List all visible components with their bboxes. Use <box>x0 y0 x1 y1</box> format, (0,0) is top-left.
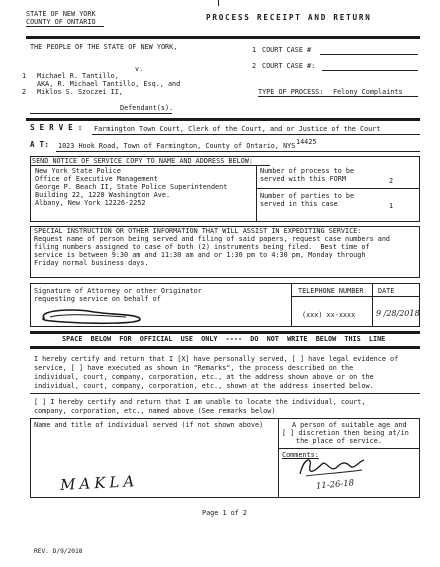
special-line-3: service is between 9:30 am and 11:30 am and or 1:30 pm to 4:30 pm, Monday through <box>34 251 366 259</box>
court-case-1-field <box>320 54 418 55</box>
send-notice-label: SEND NOTICE OF SERVICE COPY TO NAME AND ADDRESS BELOW: <box>32 157 253 165</box>
at-label: A T: <box>30 140 50 149</box>
handwritten-date: 11-26-18 <box>315 478 355 492</box>
special-line-1: Request name of person being served and filing of said papers, request case numbers and <box>34 235 391 243</box>
at-zip: 14425 <box>296 138 317 146</box>
send-notice-label-rule <box>30 165 270 166</box>
court-case-1-label: COURT CASE # <box>262 46 312 54</box>
certify-line-4: individual, court, company, corporation, etc., shown at the address inserted below. <box>34 382 374 390</box>
serve-underline <box>92 134 420 135</box>
send-notice-line-1: New York State Police <box>35 167 121 175</box>
send-notice-divider <box>256 165 257 222</box>
official-rule-top <box>30 331 420 334</box>
send-notice-line-2: Office of Executive Management <box>35 175 158 183</box>
process-server-signature <box>296 454 368 480</box>
defendant-1-aka: AKA, R. Michael Tantillo, Esq., and <box>37 80 181 88</box>
defendant-1-number: 1 <box>22 72 27 80</box>
number-process-value: 2 <box>389 177 394 185</box>
number-process-rule <box>256 188 420 189</box>
defendants-label: Defendant(s). <box>120 104 174 112</box>
official-rule-bottom <box>30 346 420 349</box>
number-parties-label-1: Number of parties to be <box>260 192 355 200</box>
county-underline <box>26 26 104 27</box>
form-title: PROCESS RECEIPT AND RETURN <box>206 13 372 22</box>
at-underline <box>56 151 420 152</box>
official-use-bar: SPACE BELOW FOR OFFICIAL USE ONLY ---- DO NOT WRITE BELOW THIS LINE <box>62 335 386 343</box>
handwritten-name: MAKLA <box>59 471 139 495</box>
phone-label: TELEPHONE NUMBER <box>298 287 364 295</box>
number-parties-label-2: served in this case <box>260 200 338 208</box>
top-tick <box>218 0 219 6</box>
header-state: STATE OF NEW YORK <box>26 10 96 18</box>
special-line-4: Friday normal business days. <box>34 259 149 267</box>
process-type-value: Felony Complaints <box>333 88 403 96</box>
phone-label-rule <box>291 296 420 297</box>
served-name-label: Name and title of individual served (if not shown above) <box>34 421 264 429</box>
revision: REV. D/9/2018 <box>34 548 83 555</box>
send-notice-line-5: Albany, New York 12226-2252 <box>35 199 146 207</box>
served-divider <box>278 418 279 498</box>
court-case-2-field <box>322 70 418 71</box>
send-notice-line-4: Building 22, 1220 Washington Ave. <box>35 191 171 199</box>
defendant-1-name: Michael R. Tantillo, <box>37 72 119 80</box>
people-line: THE PEOPLE OF THE STATE OF NEW YORK, <box>30 43 178 51</box>
court-case-2-label: COURT CASE #: <box>262 62 316 70</box>
suitable-line-3: the place of service. <box>296 437 382 445</box>
signature-divider-1 <box>291 283 292 327</box>
page-number: Page 1 of 2 <box>202 509 248 517</box>
court-case-1-number: 1 <box>252 46 257 54</box>
header-county: COUNTY OF ONTARIO <box>26 18 96 26</box>
defendant-2-name: Miklos S. Szoczei II, <box>37 88 123 96</box>
serve-value: Farmington Town Court, Clerk of the Court, and or Justice of the Court <box>94 125 381 133</box>
signature-label-2: requesting service on behalf of <box>34 295 161 303</box>
comments-label: Comments: <box>282 451 319 459</box>
signature-divider-2 <box>372 283 373 327</box>
header-rule <box>26 36 420 39</box>
suitable-line-2: [ ] discretion then being at/in <box>282 429 409 437</box>
number-process-label-1: Number of process to be <box>260 167 355 175</box>
special-line-2: filing numbers assigned to case of both (2) instruments being filed. Best time of <box>34 243 370 251</box>
phone-value: (xxx) xx-xxxx <box>302 311 356 319</box>
unable-line-2: company, corporation, etc., named above (See remarks below) <box>34 407 276 415</box>
court-case-2-number: 2 <box>252 62 257 70</box>
certify-divider <box>30 393 420 394</box>
defendant-2-number: 2 <box>22 88 27 96</box>
number-process-label-2: served with this FORM <box>260 175 346 183</box>
certify-line-2: service, [ ] have executed as shown in "Remarks", the process described on the <box>34 364 354 372</box>
date-label: DATE <box>378 287 395 295</box>
suitable-line-1: A person of suitable age and <box>292 421 407 429</box>
special-label: SPECIAL INSTRUCTION OR OTHER INFORMATION THAT WILL ASSIST IN EXPEDITING SERVICE: <box>34 227 362 235</box>
attorney-signature <box>34 306 144 326</box>
process-type-underline <box>258 96 418 97</box>
date-value: 9 /28/2018 <box>376 309 420 318</box>
at-value: 1023 Hook Road, Town of Farmington, County of Ontario, NYS <box>58 142 296 150</box>
process-type-label: TYPE OF PROCESS: <box>258 88 324 96</box>
certify-line-3: individual, court, company, corporation, etc., at the address shown above or on the <box>34 373 374 381</box>
unable-line-1: [ ] I hereby certify and return that I am unable to locate the individual, court, <box>34 398 366 406</box>
certify-line-1: I hereby certify and return that I [X] have personally served, [ ] have legal evidence of <box>34 355 399 363</box>
number-parties-value: 1 <box>389 202 394 210</box>
caption-rule <box>26 118 420 121</box>
versus: v. <box>135 65 144 73</box>
comments-rule <box>278 448 420 449</box>
send-notice-line-3: George P. Beach II, State Police Superintendent <box>35 183 228 191</box>
signature-label-1: Signature of Attorney or other Originator <box>34 287 202 295</box>
caption-underline <box>30 113 172 114</box>
serve-label: S E R V E : <box>30 123 83 132</box>
